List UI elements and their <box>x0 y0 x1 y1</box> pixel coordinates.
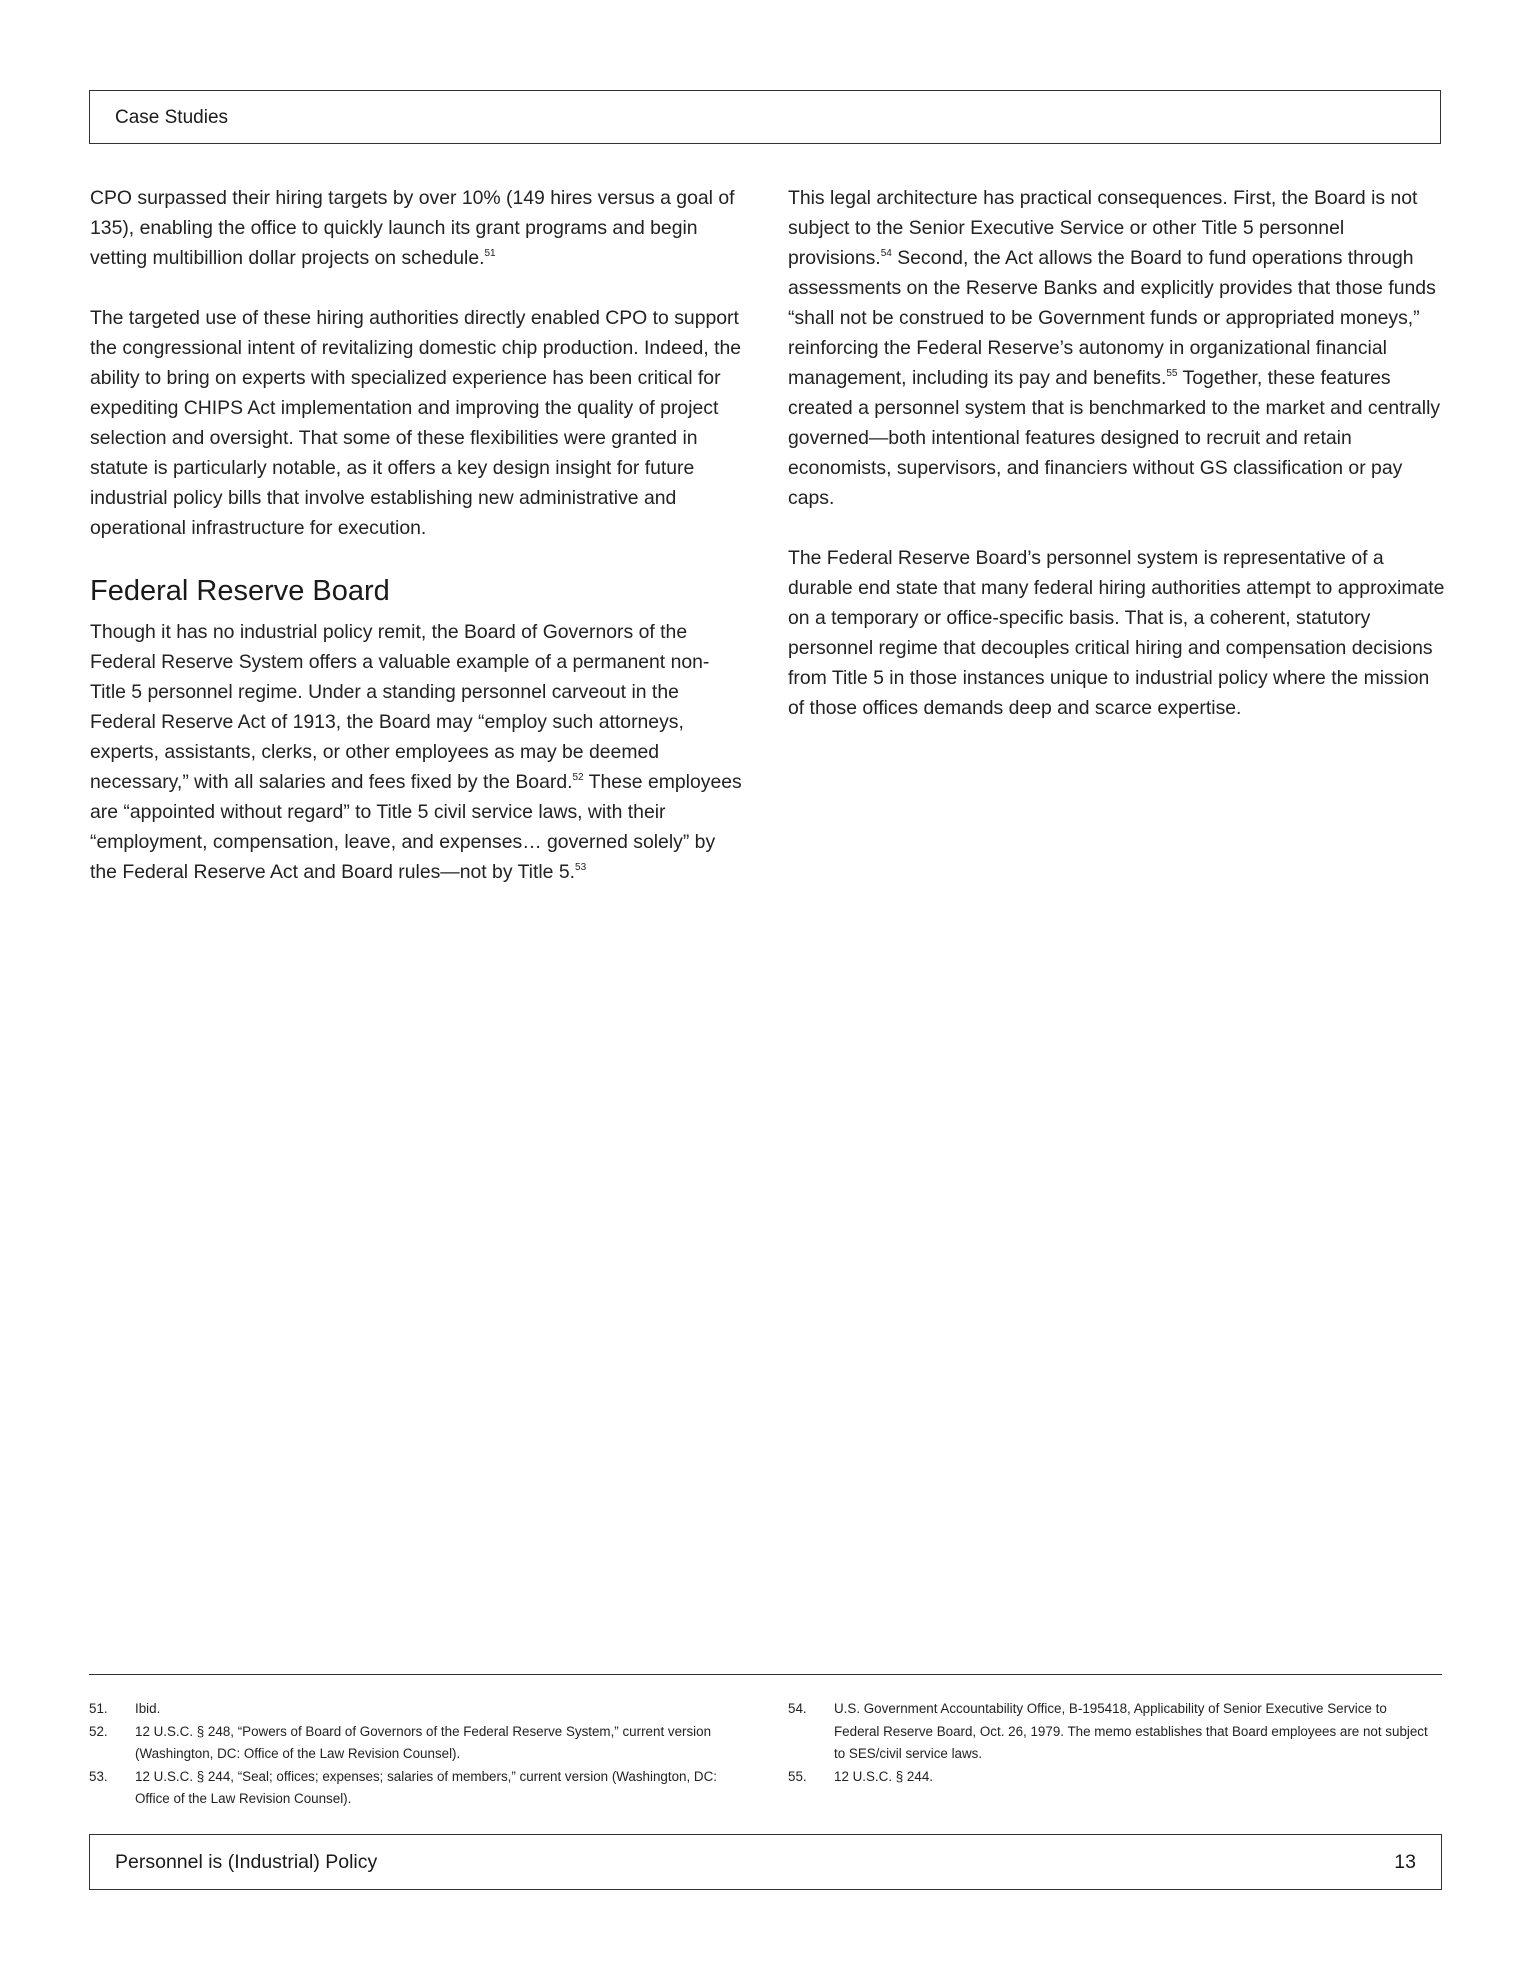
footnote-number: 52. <box>89 1723 108 1739</box>
paragraph-text: This legal architecture has practical consequences. First, the Board is not subject to the Senior Executive Service or other Title 5 personnel provisions. <box>788 187 1418 269</box>
footnote-number: 51. <box>89 1701 108 1716</box>
paragraph <box>788 183 1448 513</box>
left-column <box>90 183 742 917</box>
section-label: Case Studies <box>115 107 229 128</box>
footnotes-right <box>788 1698 1428 1788</box>
footnote-number: 54. <box>788 1701 807 1716</box>
paragraph-text: Though it has no industrial policy remit, the Board of Governors of the Federal Reserve System offers a valuable example of a permanent non-Title 5 personnel regime. Under a standing personnel carveout in the Federal Reserve Act of 1913, the Board may “employ such attorneys, experts, assistants, clerks, or other employees as may be deemed necessary,” with all salaries and fees fixed by the Board. <box>90 621 710 793</box>
footnote-number: 55. <box>788 1768 807 1784</box>
footnote-text: 12 U.S.C. § 248, “Powers of Board of Governors of the Federal Reserve System,” current version (Washington, DC: Office of the Law Revision Counsel). <box>135 1723 712 1761</box>
footnote <box>89 1721 729 1766</box>
footnote-text: 12 U.S.C. § 244, “Seal; offices; expenses; salaries of members,” current version (Washington, DC: Office of the Law Revision Counsel). <box>135 1768 717 1806</box>
footnote-text: U.S. Government Accountability Office, B-195418, Applicability of Senior Executive Service to Federal Reserve Board, Oct. 26, 1979. The memo establishes that Board employees are not subject to SES/civil service laws. <box>834 1701 1428 1761</box>
page-number: 13 <box>1394 1851 1416 1873</box>
footnote-text: Ibid. <box>135 1701 161 1716</box>
footnote-number: 53. <box>89 1768 108 1784</box>
footnote <box>788 1766 1428 1789</box>
footnote-ref[interactable]: 53 <box>575 862 587 873</box>
paragraph-text: These employees are “appointed without regard” to Title 5 civil service laws, with their “employment, compensation, leave, and expenses… governed solely” by the Federal Reserve Act and Board rules—not by Title 5. <box>90 771 742 883</box>
paragraph-text: Second, the Act allows the Board to fund operations through assessments on the Reserve Banks and explicitly provides that those funds “shall not be construed to be Government funds or appropriated moneys,” reinforcing the Federal Reserve’s autonomy in organizational financial management, including its pay and benefits. <box>788 247 1436 389</box>
right-column <box>788 183 1448 753</box>
footnote <box>89 1766 729 1811</box>
document-title: Personnel is (Industrial) Policy <box>115 1851 378 1873</box>
footnote-ref[interactable]: 55 <box>1166 368 1178 379</box>
footnote <box>89 1698 729 1721</box>
paragraph <box>90 183 742 273</box>
section-heading: Federal Reserve Board <box>90 575 390 607</box>
paragraph-text: Together, these features created a personnel system that is benchmarked to the market and centrally governed—both intentional features designed to recruit and retain economists, supervisors, and financiers without GS classification or pay caps. <box>788 367 1441 509</box>
paragraph-text: CPO surpassed their hiring targets by over 10% (149 hires versus a goal of 135), enabling the office to quickly launch its grant programs and begin vetting multibillion dollar projects on schedule. <box>90 187 735 269</box>
footnote <box>788 1698 1428 1766</box>
paragraph: The Federal Reserve Board’s personnel system is representative of a durable end state that many federal hiring authorities attempt to approximate on a temporary or office-specific basis. That is, a coherent, statutory personnel regime that decouples critical hiring and compensation decisions from Title 5 in those instances unique to industrial policy where the mission of those offices demands deep and scarce expertise. <box>788 547 1445 719</box>
paragraph <box>90 617 742 887</box>
footnote-ref[interactable]: 51 <box>484 248 496 259</box>
footnotes-left <box>89 1698 729 1811</box>
footnote-divider <box>89 1674 1442 1675</box>
paragraph: The targeted use of these hiring authorities directly enabled CPO to support the congressional intent of revitalizing domestic chip production. Indeed, the ability to bring on experts with specialized experience has been critical for expediting CHIPS Act implementation and improving the quality of project selection and oversight. That some of these flexibilities were granted in statute is particularly notable, as it offers a key design insight for future industrial policy bills that involve establishing new administrative and operational infrastructure for execution. <box>90 307 742 539</box>
footnote-ref[interactable]: 52 <box>572 772 584 783</box>
running-header <box>89 90 1441 144</box>
running-footer <box>89 1834 1442 1890</box>
footnote-ref[interactable]: 54 <box>880 248 892 259</box>
footnote-text: 12 U.S.C. § 244. <box>834 1768 933 1784</box>
